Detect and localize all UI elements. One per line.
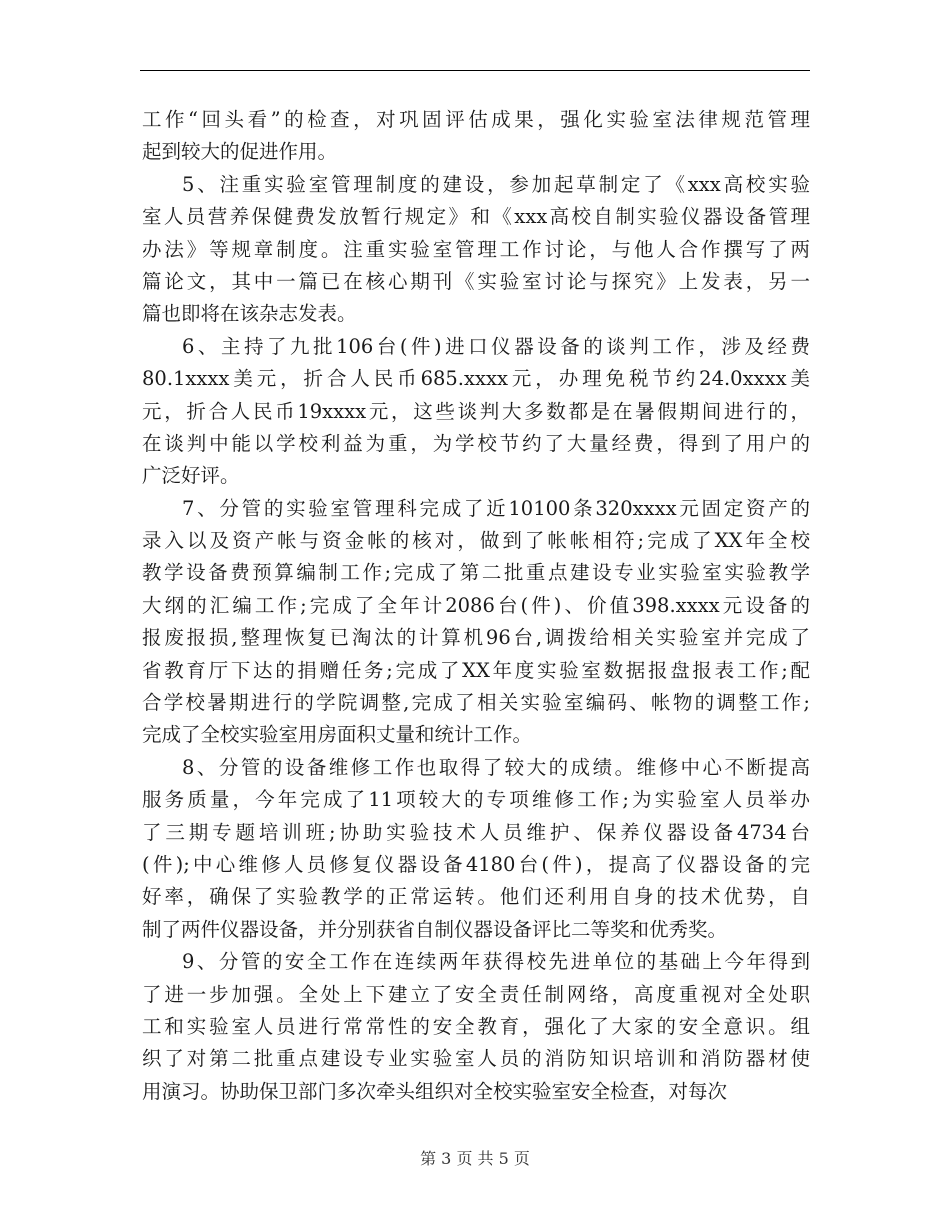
text-line: 好率，确保了实验教学的正常运转。他们还利用自身的技术优势，自 [142, 885, 810, 909]
paragraph [142, 104, 810, 169]
text-line: 服务质量，今年完成了11项较大的专项维修工作;为实验室人员举办 [142, 788, 810, 812]
text-line: 大纲的汇编工作;完成了全年计2086台(件)、价值398.xxxx元设备的 [142, 593, 810, 617]
text-line: 室人员营养保健费发放暂行规定》和《xxx高校自制实验仪器设备管理 [142, 205, 810, 229]
text-line: 篇论文，其中一篇已在核心期刊《实验室讨论与探究》上发表，另一 [142, 269, 810, 293]
text-line: 工作“回头看”的检查，对巩固评估成果，强化实验室法律规范管理 [142, 108, 810, 131]
paragraph [142, 493, 810, 752]
text-line: 8、分管的设备维修工作也取得了较大的成绩。维修中心不断提高 [182, 755, 810, 779]
paragraph [142, 169, 810, 331]
text-line: (件);中心维修人员修复仪器设备4180台(件)，提高了仪器设备的完 [142, 852, 810, 876]
text-line: 起到较大的促进作用。 [142, 140, 338, 164]
text-line: 省教育厅下达的捐赠任务;完成了XX年度实验室数据报盘报表工作;配 [142, 658, 810, 682]
text-line: 织了对第二批重点建设专业实验室人员的消防知识培训和消防器材使 [142, 1047, 810, 1071]
paragraph [142, 946, 810, 1108]
text-line: 制了两件仪器设备，并分别获省自制仪器设备评比二等奖和优秀奖。 [142, 917, 728, 941]
text-line: 完成了全校实验室用房面积丈量和统计工作。 [142, 723, 533, 747]
text-line: 在谈判中能以学校利益为重，为学校节约了大量经费，得到了用户的 [142, 431, 810, 455]
text-line: 9、分管的安全工作在连续两年获得校先进单位的基础上今年得到 [182, 950, 810, 974]
text-line: 工和实验室人员进行常常性的安全教育，强化了大家的安全意识。组 [142, 1014, 810, 1038]
text-line: 用演习。协助保卫部门多次牵头组织对全校实验室安全检查，对每次 [142, 1079, 728, 1103]
text-line: 合学校暑期进行的学院调整,完成了相关实验室编码、帐物的调整工作; [142, 691, 810, 715]
paragraph [142, 752, 810, 946]
text-line: 6、主持了九批106台(件)进口仪器设备的谈判工作，涉及经费 [182, 334, 810, 358]
text-line: 了三期专题培训班;协助实验技术人员维护、保养仪器设备4734台 [142, 820, 810, 844]
document-body [142, 104, 810, 1108]
text-line: 报废报损,整理恢复已淘汰的计算机96台,调拨给相关实验室并完成了 [142, 626, 810, 650]
text-line: 录入以及资产帐与资金帐的核对，做到了帐帐相符;完成了XX年全校 [142, 529, 810, 553]
text-line: 7、分管的实验室管理科完成了近10100条320xxxx元固定资产的 [182, 496, 810, 520]
text-line: 篇也即将在该杂志发表。 [142, 302, 357, 326]
text-line: 了进一步加强。全处上下建立了安全责任制网络，高度重视对全处职 [142, 982, 810, 1006]
text-line: 元，折合人民币19xxxx元，这些谈判大多数都是在暑假期间进行的， [142, 399, 810, 423]
page-number-footer: 第 3 页 共 5 页 [420, 1149, 530, 1168]
text-line: 广泛好评。 [142, 464, 240, 488]
text-line: 教学设备费预算编制工作;完成了第二批重点建设专业实验室实验教学 [142, 561, 810, 585]
paragraph [142, 331, 810, 493]
text-line: 80.1xxxx美元，折合人民币685.xxxx元，办理免税节约24.0xxxx美 [142, 367, 810, 391]
text-line: 办法》等规章制度。注重实验室管理工作讨论，与他人合作撰写了两 [142, 237, 810, 261]
header-rule [140, 70, 810, 71]
text-line: 5、注重实验室管理制度的建设，参加起草制定了《xxx高校实验 [182, 172, 810, 196]
